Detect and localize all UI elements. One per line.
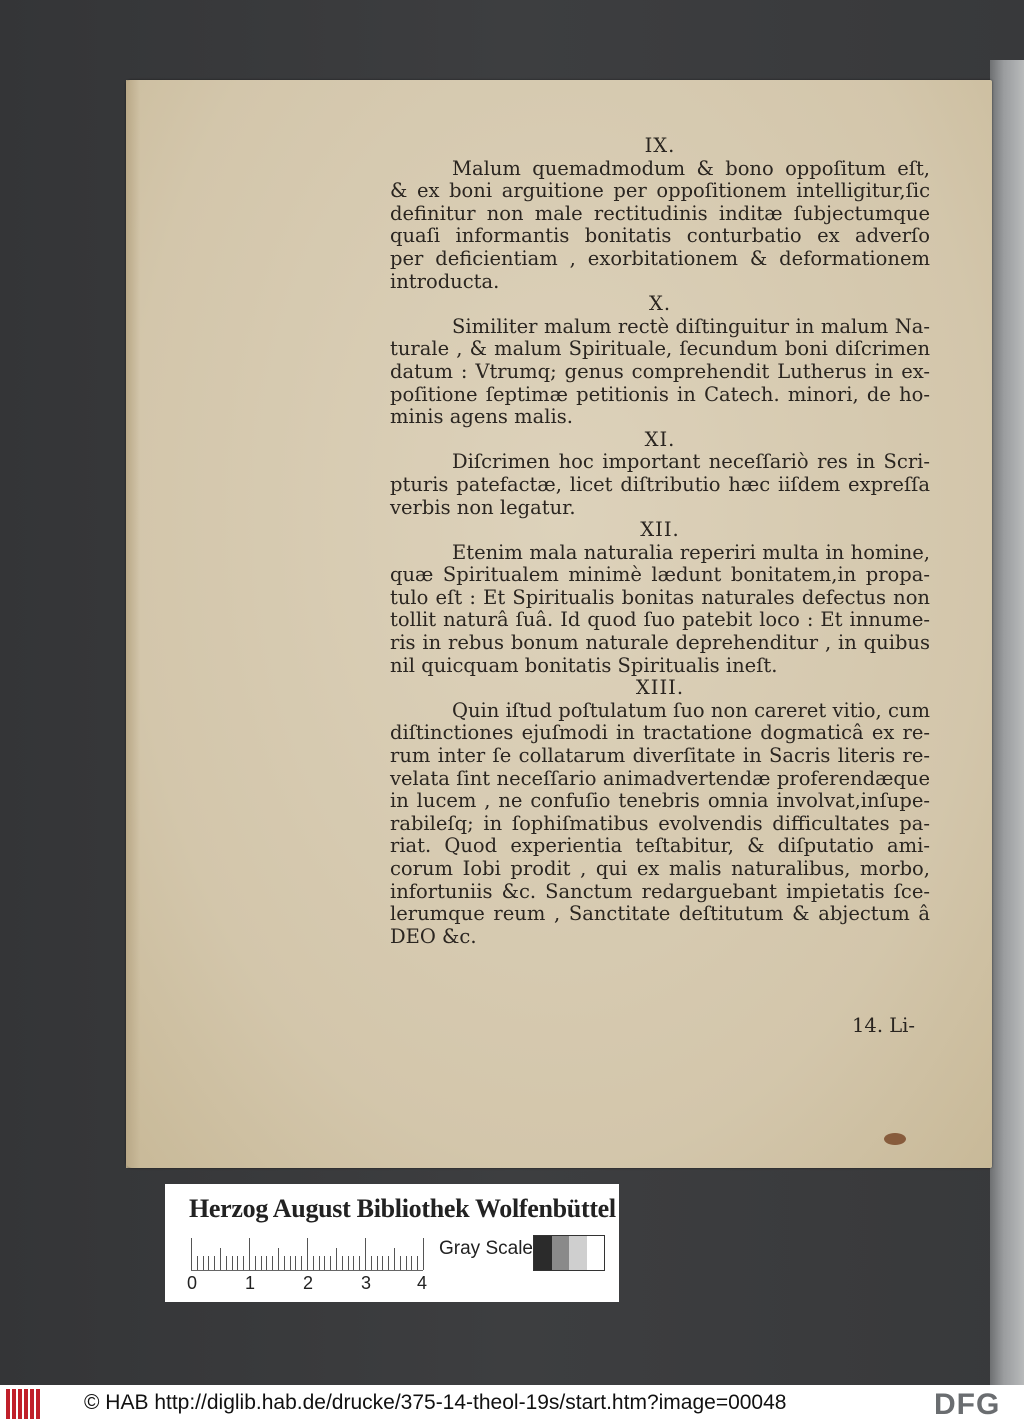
text-line: tulo eſt : Et Spiritualis bonitas naturales defectus non: [390, 585, 930, 609]
library-name: Herzog August Bibliothek Wolfenbüttel: [189, 1194, 616, 1223]
ruler-tick: [336, 1248, 337, 1270]
ruler-tick: [417, 1256, 418, 1270]
ruler-tick: [278, 1248, 279, 1270]
text-line: turale , & malum Spirituale, ſecundum boni diſcrimen: [390, 337, 930, 361]
text-line: in lucem , ne confuſio tenebris omnia involvat,inſupe-: [390, 789, 930, 813]
catchword: 14. Li-: [852, 1014, 915, 1037]
ruler-tick: [226, 1256, 227, 1270]
text-line: nil quicquam bonitatis Spiritualis ineſt.: [390, 653, 778, 677]
ruler-tick: [295, 1256, 296, 1270]
ruler-tick: [388, 1256, 389, 1270]
text-line: quaſi informantis bonitatis conturbatio ex adverſo: [390, 224, 930, 248]
text-line: pturis patefactæ, licet diſtributio hæc iiſdem expreſſa: [390, 472, 930, 496]
text-line: velata ſint neceſſario animadvertendæ proferendæque: [390, 766, 930, 790]
section-x: [390, 293, 930, 429]
ruler-tick: [301, 1256, 302, 1270]
ruler-tick: [319, 1256, 320, 1270]
text-line: & ex boni arguitione per oppoſitionem intelligitur,ſic: [390, 179, 930, 203]
gray-swatch: [587, 1236, 605, 1270]
ruler-tick: [382, 1256, 383, 1270]
section-xiii: [390, 677, 930, 948]
ruler-number: 0: [187, 1273, 198, 1293]
ruler-tick: [406, 1256, 407, 1270]
gray-swatch: [552, 1236, 570, 1270]
text-line: rum inter ſe collatarum diverſitate in Sacris literis re-: [390, 744, 930, 768]
text-line: definitur non male rectitudinis inditæ ſubjectumque: [390, 201, 930, 225]
dfg-logo: DFG: [934, 1388, 1001, 1421]
ruler-tick: [214, 1256, 215, 1270]
ruler-number: 2: [303, 1273, 314, 1293]
library-label: [165, 1184, 619, 1302]
ruler-tick: [290, 1256, 291, 1270]
text-line: Malum quemadmodum & bono oppoſitum eſt,: [452, 156, 930, 180]
text-line: Diſcrimen hoc important neceſſariò res in Scri-: [452, 450, 930, 474]
book-edge: [990, 60, 1024, 1385]
section-xi: [390, 429, 930, 519]
text-line: per deficientiam , exorbitationem & deformationem: [390, 246, 930, 270]
ruler-tick: [371, 1256, 372, 1270]
text-line: diſtinctiones ejuſmodi in tractatione dogmaticâ ex re-: [390, 721, 930, 745]
text-line: poſitione ſeptimæ petitionis in Catech. minori, de ho-: [390, 382, 930, 406]
copyright-link[interactable]: © HAB http://diglib.hab.de/drucke/375-14-theol-19s/start.htm?image=00048: [84, 1391, 787, 1414]
section-heading: XII.: [640, 518, 680, 542]
gray-scale-label: Gray Scale: [439, 1238, 533, 1259]
ruler-tick: [220, 1248, 221, 1270]
text-line: Similiter malum rectè diſtinguitur in malum Na-: [452, 314, 930, 338]
text-line: lerumque reum , Sanctitate deſtitutum & abjectum â: [390, 902, 930, 926]
ruler-tick: [342, 1256, 343, 1270]
ruler-tick: [423, 1238, 424, 1270]
ruler-tick: [197, 1256, 198, 1270]
ruler-tick: [261, 1256, 262, 1270]
text-line: tollit naturâ ſuâ. Id quod ſuo patebit loco : Et innume-: [390, 608, 930, 632]
page-edge-shadow: [126, 80, 140, 1168]
gray-swatch: [534, 1236, 552, 1270]
ruler-tick: [191, 1238, 192, 1270]
page-text: [390, 135, 930, 948]
text-line: Etenim mala naturalia reperiri multa in homine,: [452, 540, 930, 564]
section-xii: [390, 519, 930, 677]
ruler-tick: [394, 1248, 395, 1270]
ruler-tick: [208, 1256, 209, 1270]
section-heading: IX.: [644, 134, 676, 157]
ruler-tick: [203, 1256, 204, 1270]
ruler-tick: [330, 1256, 331, 1270]
ruler-tick: [232, 1256, 233, 1270]
ruler-tick: [313, 1256, 314, 1270]
ruler-tick: [400, 1256, 401, 1270]
ruler-number: 4: [417, 1273, 428, 1293]
hab-logo-icon: [6, 1389, 46, 1419]
text-line: verbis non legatur.: [390, 495, 576, 519]
ink-stain: [884, 1133, 906, 1145]
ruler-tick: [243, 1256, 244, 1270]
text-line: datum : Vtrumq; genus comprehendit Lutherus in ex-: [390, 359, 930, 383]
text-line: DEO &c.: [390, 924, 477, 948]
ruler-tick: [359, 1256, 360, 1270]
ruler-tick: [272, 1256, 273, 1270]
section-heading: XI.: [644, 427, 676, 451]
section-heading: X.: [648, 292, 672, 316]
ruler-tick: [266, 1256, 267, 1270]
text-line: minis agens malis.: [390, 405, 573, 429]
gray-swatch: [569, 1236, 587, 1270]
scale-ruler: [191, 1236, 423, 1271]
ruler-tick: [237, 1256, 238, 1270]
text-line: introducta.: [390, 269, 500, 293]
text-line: Quin iſtud poſtulatum ſuo non careret vitio, cum: [452, 698, 930, 722]
ruler-tick: [284, 1256, 285, 1270]
text-line: ris in rebus bonum naturale deprehenditur , in quibus: [390, 631, 930, 655]
section-ix: [390, 135, 930, 293]
gray-scale-swatches: [533, 1235, 605, 1271]
ruler-tick: [353, 1256, 354, 1270]
ruler-number: 3: [361, 1273, 372, 1293]
ruler-tick: [249, 1238, 250, 1270]
section-heading: XIII.: [635, 676, 685, 700]
ruler-tick: [365, 1238, 366, 1270]
ruler-tick: [255, 1256, 256, 1270]
ruler-number: 1: [245, 1273, 256, 1293]
text-line: corum Iobi prodit , qui ex malis naturalibus, morbo,: [390, 857, 930, 880]
text-line: quæ Spiritualem minimè lædunt bonitatem,in propa-: [390, 563, 930, 587]
text-line: rabileſq; in ſophiſmatibus evolvendis difficultates pa-: [390, 811, 930, 835]
ruler-tick: [348, 1256, 349, 1270]
footer-bar: [0, 1385, 1024, 1423]
ruler-tick: [377, 1256, 378, 1270]
ruler-tick: [324, 1256, 325, 1270]
text-line: infortuniis &c. Sanctum redarguebant impietatis ſce-: [390, 879, 930, 903]
ruler-tick: [411, 1256, 412, 1270]
text-line: riat. Quod experientia teſtabitur, & diſputatio ami-: [390, 834, 930, 858]
ruler-tick: [307, 1238, 308, 1270]
